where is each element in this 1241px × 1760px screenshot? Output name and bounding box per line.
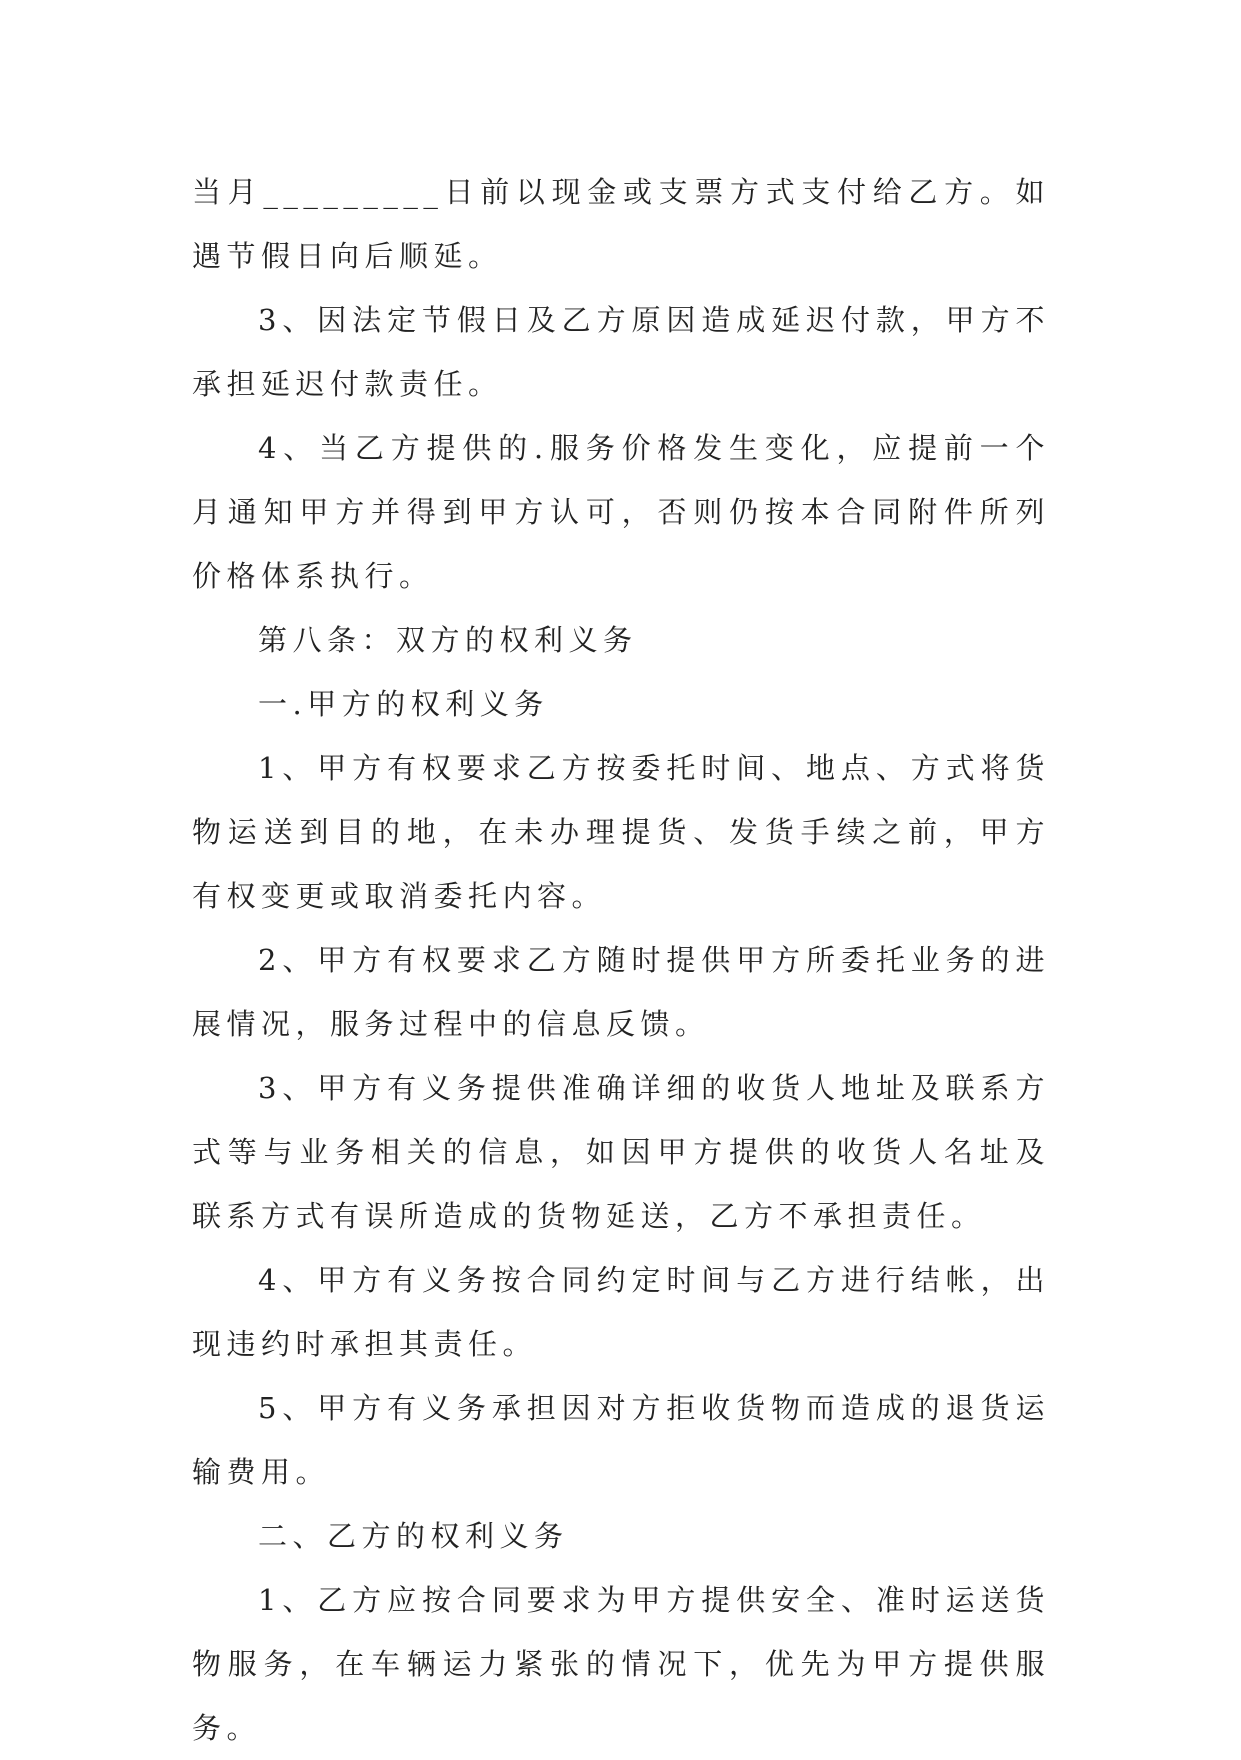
paragraph-clause-4-price-change: 4、当乙方提供的.服务价格发生变化，应提前一个月通知甲方并得到甲方认可，否则仍按本合同附件所列价格体系执行。 xyxy=(192,431,1050,593)
paragraph-party-a-right-1: 1、甲方有权要求乙方按委托时间、地点、方式将货物运送到目的地，在未办理提货、发货手续之前，甲方有权变更或取消委托内容。 xyxy=(192,751,1050,913)
document-body xyxy=(192,160,1050,1760)
section-heading-article-8: 第八条：双方的权利义务 xyxy=(258,623,638,657)
paragraph-party-a-duty-3: 3、甲方有义务提供准确详细的收货人地址及联系方式等与业务相关的信息，如因甲方提供的收货人名址及联系方式有误所造成的货物延送，乙方不承担责任。 xyxy=(192,1071,1050,1233)
subsection-heading-party-a: 一.甲方的权利义务 xyxy=(258,687,549,721)
paragraph-clause-3-delay: 3、因法定节假日及乙方原因造成延迟付款，甲方不承担延迟付款责任。 xyxy=(192,303,1050,401)
paragraph-party-a-duty-5: 5、甲方有义务承担因对方拒收货物而造成的退货运输费用。 xyxy=(192,1391,1050,1489)
subsection-heading-party-b: 二、乙方的权利义务 xyxy=(258,1519,569,1553)
paragraph-party-b-duty-1: 1、乙方应按合同要求为甲方提供安全、准时运送货物服务，在车辆运力紧张的情况下，优先为甲方提供服务。 xyxy=(192,1583,1050,1745)
paragraph-party-a-duty-4: 4、甲方有义务按合同约定时间与乙方进行结帐，出现违约时承担其责任。 xyxy=(192,1263,1050,1361)
paragraph-payment-date: 当月_________日前以现金或支票方式支付给乙方。如遇节假日向后顺延。 xyxy=(192,175,1050,273)
paragraph-party-a-right-2: 2、甲方有权要求乙方随时提供甲方所委托业务的进展情况，服务过程中的信息反馈。 xyxy=(192,943,1050,1041)
